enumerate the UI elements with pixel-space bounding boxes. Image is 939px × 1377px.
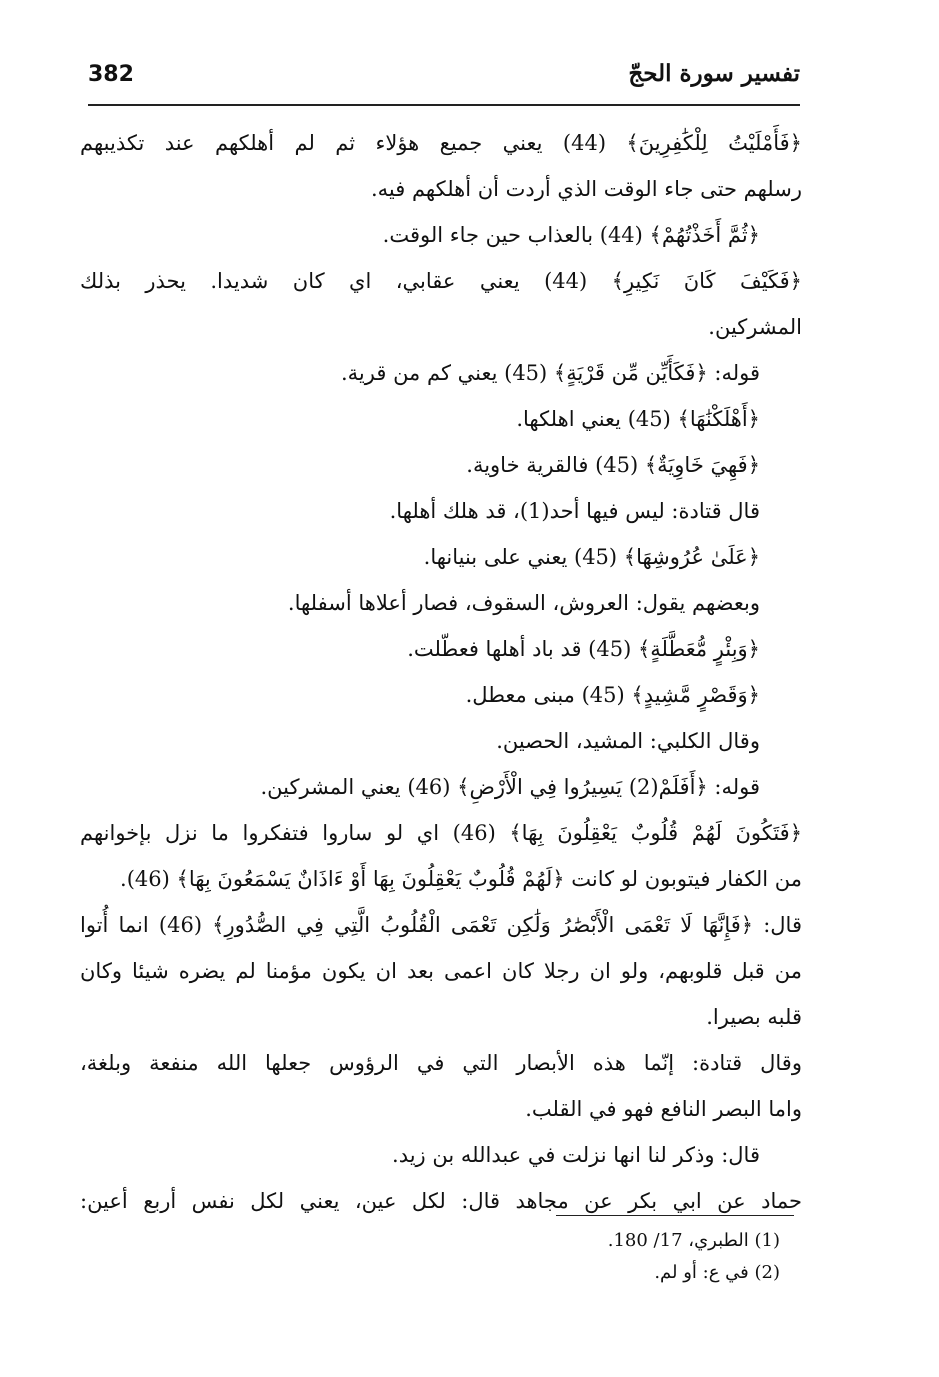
body-line: رسلهم حتى جاء الوقت الذي أردت أن أهلكهم فيه. [370, 177, 802, 201]
body-line: ﴿عَلَىٰ عُرُوشِهَا﴾ (45) يعني على بنيانها. [423, 545, 760, 569]
body-line: من قبل قلوبهم، ولو ان رجلا كان اعمى بعد ان يكون مؤمنا لم يضره شيئا وكان [80, 959, 802, 983]
footnotes [480, 1225, 780, 1289]
body-line: قوله: ﴿فَكَأَيِّن مِّن قَرْيَةٍ﴾ (45) يعني كم من قرية. [340, 361, 760, 385]
body-line: وبعضهم يقول: العروش، السقوف، فصار أعلاها أسفلها. [287, 591, 760, 615]
body-line: قال: ﴿فَإِنَّهَا لَا تَعْمَى الْأَبْصَٰرُ وَلَٰكِن تَعْمَى الْقُلُوبُ الَّتِي فِي الصُّدُورِ﴾ (46) انما أُتوا [80, 913, 802, 937]
footnote-2: (2) في ع: أو لم. [654, 1262, 780, 1283]
body-line: المشركين. [708, 315, 802, 339]
body-line: ﴿فَهِيَ خَاوِيَةٌ﴾ (45) فالقرية خاوية. [466, 453, 760, 477]
body-line: قال: وذكر لنا انها نزلت في عبدالله بن زيد. [392, 1143, 760, 1167]
body-line: من الكفار فيتوبون لو كانت ﴿لَهُمْ قُلُوبٌ يَعْقِلُونَ بِهَا أَوْ ءَاذَانٌ يَسْمَعُونَ بِهَا﴾ (46). [120, 867, 802, 891]
footnote-1: (1) الطبري، 17/ 180. [607, 1230, 780, 1251]
running-title: تفسير سورة الحجّ [628, 60, 800, 87]
body-line: ﴿وَبِئْرٍ مُّعَطَّلَةٍ﴾ (45) قد باد أهلها فعطّلت. [407, 637, 760, 661]
body-line: ﴿أَهْلَكْنَٰهَا﴾ (45) يعني اهلكها. [516, 407, 760, 431]
body-line: ﴿فَتَكُونَ لَهُمْ قُلُوبٌ يَعْقِلُونَ بِهَا﴾ (46) اي لو ساروا فتفكروا ما نزل بإخوانهم [80, 821, 802, 845]
footnote-rule [556, 1215, 794, 1216]
page-number: 382 [88, 62, 134, 87]
body-line: واما البصر النافع فهو في القلب. [525, 1097, 802, 1121]
body-line: ﴿فَكَيْفَ كَانَ نَكِيرِ﴾ (44) يعني عقابي، اي كان شديدا. يحذر بذلك [80, 269, 802, 293]
header-rule [88, 104, 800, 106]
body-line: ﴿فَأَمْلَيْتُ لِلْكَٰفِرِينَ﴾ (44) يعني جميع هؤلاء ثم لم أهلكهم عند تكذيبهم [80, 131, 802, 155]
body-line: ﴿ثُمَّ أَخَذْتُهُمْ﴾ (44) بالعذاب حين جاء الوقت. [382, 223, 760, 247]
body-line: قال قتادة: ليس فيها أحد(1)، قد هلك أهلها. [389, 499, 760, 523]
body-line: ﴿وَقَصْرٍ مَّشِيدٍ﴾ (45) مبنى معطل. [465, 683, 760, 707]
body-line: قوله: ﴿أَفَلَمْ(2) يَسِيرُوا فِي الْأَرْضِ﴾ (46) يعني المشركين. [260, 775, 760, 799]
body-line: قلبه بصيرا. [706, 1005, 802, 1029]
page-body [80, 120, 802, 1224]
body-line: وقال الكلبي: المشيد، الحصين. [496, 729, 760, 753]
page-header [88, 52, 800, 102]
body-line: حماد عن ابي بكر عن مجاهد قال: لكل عين، يعني لكل نفس أربع أعين: [80, 1189, 802, 1213]
body-line: وقال قتادة: إنّما هذه الأبصار التي في الرؤوس جعلها الله منفعة وبلغة، [80, 1051, 802, 1075]
